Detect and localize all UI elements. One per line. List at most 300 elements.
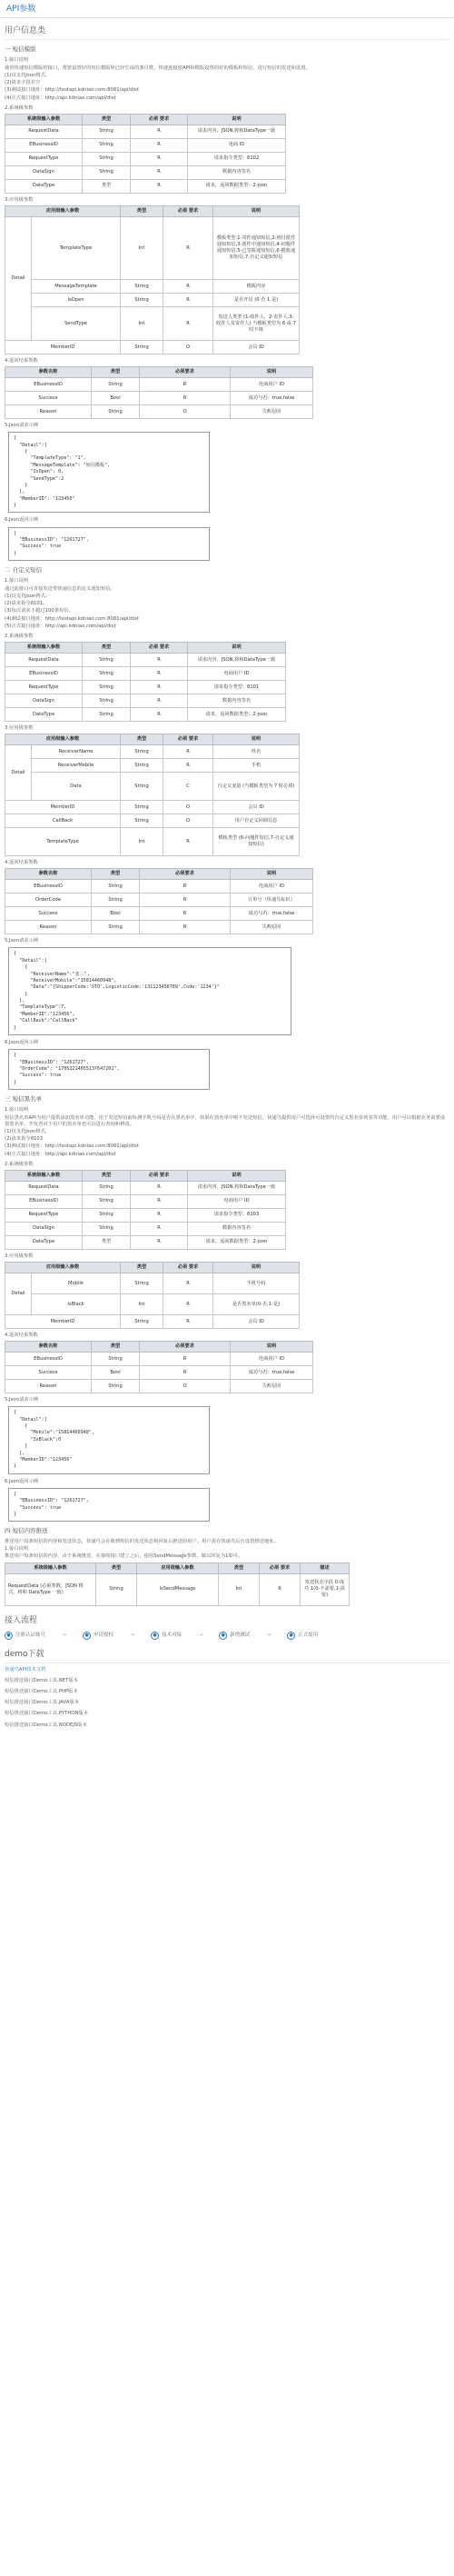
cell: R bbox=[131, 152, 188, 165]
table-row bbox=[5, 1194, 286, 1208]
cell: ReceiverMobile bbox=[32, 759, 121, 773]
intro-line: (1)仅支持Json格式, bbox=[5, 594, 47, 600]
demo-link[interactable]: 短信推送接口Demo工具.NODEJS版本 bbox=[5, 1722, 87, 1728]
flow-step bbox=[287, 1632, 318, 1640]
table-row bbox=[5, 307, 300, 341]
table-row bbox=[5, 814, 300, 828]
table-row bbox=[5, 681, 286, 694]
table-row bbox=[5, 1181, 286, 1194]
flow-step bbox=[83, 1632, 114, 1640]
cell: 请求，返回数据类型：2-json bbox=[188, 708, 286, 722]
cell: 模板内容 bbox=[213, 280, 300, 294]
col-header: 类型 bbox=[92, 367, 140, 378]
cell: String bbox=[83, 125, 131, 138]
return-params-table bbox=[5, 868, 313, 934]
table-row bbox=[5, 880, 313, 894]
col-header: 系统级输入参数 bbox=[5, 114, 83, 125]
cell: R bbox=[163, 294, 213, 307]
intro-line: (3)测试接口地址：http://testapi.kdniao.com:8081/api/dist bbox=[5, 1143, 139, 1150]
cell: C bbox=[163, 773, 213, 801]
cell: 失败原因 bbox=[231, 1380, 313, 1393]
code-icon: ● bbox=[151, 1632, 159, 1640]
cell: 请求内容，JSON,将和DataType一致 bbox=[188, 654, 286, 667]
col-header: 类型 bbox=[96, 1563, 137, 1573]
intro-line: (3)测试接口地址：http://testapi.kdniao.com:8081/api/dist bbox=[5, 87, 139, 94]
cell: R bbox=[163, 1273, 213, 1294]
cell: 失败原因 bbox=[231, 405, 313, 419]
col-header: 必须要求 bbox=[140, 869, 231, 880]
intro-line: (2)请求指令8103 bbox=[5, 1136, 44, 1143]
cell: R bbox=[140, 1353, 231, 1366]
test-icon: ● bbox=[219, 1632, 227, 1640]
cell: Bool bbox=[92, 392, 140, 405]
flow-step-label: 新增测试 bbox=[230, 1632, 251, 1638]
col-header: 说明 bbox=[231, 869, 313, 880]
col-header: 参数名称 bbox=[5, 367, 92, 378]
table-row bbox=[5, 341, 300, 354]
cell: 请求指令类型：8103 bbox=[188, 1208, 286, 1222]
cell: 会员 ID bbox=[213, 341, 300, 354]
cell: EBusinessID bbox=[5, 138, 83, 152]
cell: String bbox=[121, 294, 163, 307]
col-header: 参数名称 bbox=[5, 869, 92, 880]
cell: O bbox=[140, 1380, 231, 1393]
table-row bbox=[5, 694, 286, 708]
cell: 电商用户 ID bbox=[188, 667, 286, 681]
cell: DataSign bbox=[5, 1222, 83, 1235]
cell: Reason bbox=[5, 1380, 92, 1393]
label: 4.返回结果参数 bbox=[5, 1333, 38, 1339]
table-row bbox=[5, 654, 286, 667]
cell: R bbox=[163, 1315, 213, 1329]
table-row bbox=[5, 179, 286, 193]
cell: DataType bbox=[5, 1235, 83, 1249]
cell: R bbox=[140, 378, 231, 392]
cell: R bbox=[163, 1294, 213, 1315]
col-header: 类型 bbox=[121, 1263, 163, 1273]
section-sms-template bbox=[5, 45, 449, 561]
json-request-example: { "Detail":[ { "Mobile":"15814460948", "IsBlack":0 } ], "MemberID":"123456" } bbox=[8, 1406, 210, 1473]
label: 2.系统级参数 bbox=[5, 1161, 34, 1167]
table-row bbox=[5, 801, 300, 814]
cell: Success bbox=[5, 392, 92, 405]
cell: Success bbox=[5, 907, 92, 921]
cell: R bbox=[260, 1573, 301, 1605]
cell: EBusinessID bbox=[5, 378, 92, 392]
cell: String bbox=[83, 1208, 131, 1222]
col-header: 类型 bbox=[121, 206, 163, 217]
cell: 手机号码 bbox=[213, 1273, 300, 1294]
cell: RequestData bbox=[5, 1181, 83, 1194]
col-header: 类型 bbox=[83, 643, 131, 654]
cell: MemberID bbox=[5, 341, 121, 354]
cell: R bbox=[131, 179, 188, 193]
cell: CallBack bbox=[5, 814, 121, 828]
intro-line: 推送用户每条短信的内容和发送状态，快递鸟会在收到短信的发送状态和回复后推送给用户。用户需在快递鸟后台设置推送地址。 bbox=[5, 1539, 279, 1545]
section-sms-blacklist bbox=[5, 1095, 449, 1522]
cell: R bbox=[140, 907, 231, 921]
cell: R bbox=[163, 759, 213, 773]
table-row bbox=[5, 1573, 350, 1605]
intro-list bbox=[5, 1115, 449, 1158]
cell: MemberID bbox=[5, 1315, 121, 1329]
col-header: 必须 要求 bbox=[163, 734, 213, 745]
page-header-title: API参数 bbox=[0, 0, 454, 18]
cell: O bbox=[140, 405, 231, 419]
system-params-table bbox=[5, 114, 286, 194]
check-icon: ● bbox=[287, 1632, 295, 1640]
cell: O bbox=[163, 801, 213, 814]
cell: String bbox=[121, 759, 163, 773]
section-sms-push bbox=[5, 1527, 449, 1605]
table-row bbox=[5, 759, 300, 773]
demo-links bbox=[5, 1667, 449, 1729]
flow-step bbox=[151, 1632, 182, 1640]
group-cell: Detail bbox=[5, 745, 32, 801]
table-row bbox=[5, 907, 313, 921]
cell: 成功与否：true,false bbox=[231, 907, 313, 921]
table-row bbox=[5, 378, 313, 392]
col-header: 必须 要求 bbox=[260, 1563, 301, 1573]
table-row bbox=[5, 280, 300, 294]
label: 5.Json请求示例 bbox=[5, 1397, 39, 1403]
demo-link[interactable]: 短信推送接口Demo工具.NET版本 bbox=[5, 1678, 78, 1683]
label: 3.应用级参数 bbox=[5, 1253, 34, 1259]
cell: O bbox=[163, 814, 213, 828]
cell: 类型 bbox=[83, 179, 131, 193]
flow-step-label: 技术对接 bbox=[162, 1632, 183, 1638]
cell: String bbox=[83, 654, 131, 667]
table-row bbox=[5, 667, 286, 681]
cell: String bbox=[92, 894, 140, 907]
group-cell: Detail bbox=[5, 217, 32, 341]
col-header: 必须 要求 bbox=[131, 1170, 188, 1181]
cell: DataType bbox=[5, 179, 83, 193]
cell: 数据内容签名 bbox=[188, 1222, 286, 1235]
cell: DataType bbox=[5, 708, 83, 722]
table-row bbox=[5, 294, 300, 307]
col-header: 说明 bbox=[188, 114, 286, 125]
cell: Int bbox=[219, 1573, 260, 1605]
cell: 会员 ID bbox=[213, 1315, 300, 1329]
col-header: 参数名称 bbox=[5, 1342, 92, 1353]
table-row bbox=[5, 165, 286, 179]
cell: String bbox=[96, 1573, 137, 1605]
intro-line: 推送用户每条短信的内容，由于系统推送，在接收接口建立之后，使用SendMessage参数，做以回复为1即可。 bbox=[5, 1553, 243, 1560]
cell: 模板类型:1-寄件通知短信,2-到付派件通知短信,3-派件中通知短信,4-问题件通知短信,5-已签收通知短信,6-揽收通知短信,7-自定义通知短信 bbox=[213, 217, 300, 280]
col-header: 类型 bbox=[83, 1170, 131, 1181]
cell: R bbox=[131, 1208, 188, 1222]
cell: String bbox=[92, 378, 140, 392]
col-header: 系统级输入参数 bbox=[5, 1170, 83, 1181]
cell: String bbox=[121, 801, 163, 814]
table-row bbox=[5, 894, 313, 907]
intro-line: (4)正式接口地址：http://api.kdniao.com/api/dist bbox=[5, 95, 116, 101]
col-header: 类型 bbox=[219, 1563, 260, 1573]
flow-step-label: 正式使用 bbox=[298, 1632, 319, 1638]
label: 4.返回结果参数 bbox=[5, 860, 38, 866]
intro-line: (2)请求指令8101, bbox=[5, 601, 44, 607]
intro-line: (3)每次请求不超过100条短信。 bbox=[5, 608, 74, 614]
cell: String bbox=[83, 1194, 131, 1208]
cell: Int bbox=[121, 217, 163, 280]
access-flow bbox=[5, 1632, 449, 1640]
intro-line: (1)仅支持Json格式, bbox=[5, 1129, 47, 1135]
col-header: 说明 bbox=[188, 1170, 286, 1181]
cell: R bbox=[131, 1235, 188, 1249]
intro-line: (4)正式接口地址：http://api.kdniao.com/api/dist bbox=[5, 1151, 116, 1157]
table-row bbox=[5, 828, 300, 856]
cell: IsSendMessage bbox=[137, 1573, 219, 1605]
cell: 发送状态字段 0-成功 1(0-不需要,1-需要) bbox=[301, 1573, 350, 1605]
table-row bbox=[5, 217, 300, 280]
cell: 失败原因 bbox=[231, 921, 313, 934]
label: 4.返回结果参数 bbox=[5, 358, 38, 364]
cell: Bool bbox=[92, 907, 140, 921]
cell: EBusinessID bbox=[5, 880, 92, 894]
cell: R bbox=[163, 280, 213, 294]
cell: String bbox=[83, 138, 131, 152]
key-icon: ● bbox=[83, 1632, 91, 1640]
col-header: 必须 要求 bbox=[163, 206, 213, 217]
cell: 电商用户 ID bbox=[231, 1353, 313, 1366]
table-row bbox=[5, 1315, 300, 1329]
return-params-table bbox=[5, 366, 313, 419]
demo-link[interactable]: 短信推送接口Demo工具.JAVA版本 bbox=[5, 1700, 80, 1706]
cell: 请求指令类型：8102 bbox=[188, 152, 286, 165]
arrow-right-icon: → bbox=[62, 1632, 67, 1639]
cell: 是否开启 (0 否 1 是) bbox=[213, 294, 300, 307]
col-header: 必须 要求 bbox=[163, 1263, 213, 1273]
cell: String bbox=[121, 1273, 163, 1294]
cell: 自定义变量 (当模板类型为 7 时必填) bbox=[213, 773, 300, 801]
cell: String bbox=[83, 1181, 131, 1194]
intro-line: 1.接口说明 bbox=[5, 1546, 29, 1553]
cell: DataSign bbox=[5, 694, 83, 708]
table-row bbox=[5, 1208, 286, 1222]
app-params-table bbox=[5, 205, 300, 354]
cell: 数据内容签名 bbox=[188, 165, 286, 179]
cell: 姓名 bbox=[213, 745, 300, 759]
col-header: 类型 bbox=[92, 1342, 140, 1353]
col-header: 必须 要求 bbox=[131, 643, 188, 654]
subsection-title: 二 自定义短信 bbox=[5, 566, 43, 574]
label: 2.系统级参数 bbox=[5, 105, 34, 111]
table-row bbox=[5, 1222, 286, 1235]
cell: EBusinessID bbox=[5, 1353, 92, 1366]
cell: R bbox=[131, 1194, 188, 1208]
col-header: 应用级输入参数 bbox=[5, 1263, 121, 1273]
table-row bbox=[5, 708, 286, 722]
cell: ReceiverName bbox=[32, 745, 121, 759]
flow-step-label: 注册认证账号 bbox=[15, 1632, 46, 1638]
col-header: 应用级输入参数 bbox=[5, 734, 121, 745]
json-request-example: { "Detail":[ { "TemplateType": "1", "MessageTemplate": "短信模板", "IsOpen": 0, "SendType":2 } ], "MemberID": "123456" } bbox=[8, 432, 210, 513]
cell: MemberID bbox=[5, 801, 121, 814]
table-row bbox=[5, 405, 313, 419]
flow-step-label: 申请授权 bbox=[94, 1632, 114, 1638]
intro-list bbox=[5, 586, 449, 630]
system-params-table bbox=[5, 1170, 286, 1250]
cell: 电商 ID bbox=[188, 138, 286, 152]
cell: R bbox=[163, 307, 213, 341]
user-icon: ● bbox=[5, 1632, 13, 1640]
demo-title: demo下载 bbox=[5, 1649, 449, 1663]
label: 6.Json返回示例 bbox=[5, 1478, 39, 1484]
intro-line: (4)测试接口地址：http://testapi.kdniao.com:8081/api/dist bbox=[5, 615, 139, 622]
cell: R bbox=[163, 217, 213, 280]
json-response-example: { "EBusinessID": "1261727", "Success": true } bbox=[8, 1488, 210, 1523]
table-row bbox=[5, 745, 300, 759]
cell: R bbox=[131, 654, 188, 667]
cell: String bbox=[83, 1222, 131, 1235]
col-header: 必须要求 bbox=[140, 1342, 231, 1353]
cell: R bbox=[140, 1366, 231, 1380]
section-custom-sms bbox=[5, 566, 449, 1090]
demo-link[interactable]: 短信推送接口Demo工具.PYTHON版本 bbox=[5, 1711, 89, 1717]
cell: O bbox=[163, 341, 213, 354]
intro-line: (2)请求字段非空 bbox=[5, 80, 41, 86]
cell: MessageTemplate bbox=[32, 280, 121, 294]
col-header: 类型 bbox=[83, 114, 131, 125]
col-header: 应用级输入参数 bbox=[137, 1563, 219, 1573]
cell: RequestType bbox=[5, 1208, 83, 1222]
app-params-table bbox=[5, 734, 300, 856]
cell: Int bbox=[121, 828, 163, 856]
col-header: 说明 bbox=[231, 367, 313, 378]
cell: R bbox=[140, 880, 231, 894]
cell: Bool bbox=[92, 1366, 140, 1380]
table-row bbox=[5, 1235, 286, 1249]
intro-line: (5)正式接口地址：http://api.kdniao.com/api/dist bbox=[5, 623, 116, 629]
cell: Data bbox=[32, 773, 121, 801]
intro-line: 通过此接口可直接发送带快递信息的定义通知短信。 bbox=[5, 586, 115, 593]
intro-list bbox=[5, 65, 449, 102]
arrow-right-icon: → bbox=[266, 1632, 271, 1639]
cell: R bbox=[163, 745, 213, 759]
cell: Int bbox=[121, 307, 163, 341]
label: 3.应用级参数 bbox=[5, 196, 34, 203]
cell: String bbox=[83, 708, 131, 722]
cell: SendType bbox=[32, 307, 121, 341]
intro-line: (1)仅支持Json格式, bbox=[5, 73, 47, 79]
table-row bbox=[5, 152, 286, 165]
table-row bbox=[5, 392, 313, 405]
col-header: 系统级输入参数 bbox=[5, 1563, 96, 1573]
cell: String bbox=[121, 814, 163, 828]
json-request-example: { "Detail":[ { "ReceiverName":"张三", "ReceiverMobile":"15814460948", "Data":"{ShipperCode:'STO',LogisticCode:'131123456789',Code:'1234'}" } ], "TemplateType":7, "MemberID":"123456", "CallBack":"CallBack" } bbox=[8, 947, 291, 1035]
cell: String bbox=[92, 1380, 140, 1393]
cell: R bbox=[131, 138, 188, 152]
col-header: 说明 bbox=[213, 734, 300, 745]
cell: R bbox=[131, 125, 188, 138]
table-row bbox=[5, 1380, 313, 1393]
cell: R bbox=[131, 694, 188, 708]
cell: RequestData bbox=[5, 125, 83, 138]
cell: 是否黑名单(0-否,1-是) bbox=[213, 1294, 300, 1315]
cell: R bbox=[140, 894, 231, 907]
cell: 发送人类型 (1-收件人，2-寄件人,3-收件人及寄件人) 当模板类型为 6 或 7 时不填 bbox=[213, 307, 300, 341]
col-header: 说明 bbox=[231, 1342, 313, 1353]
cell: R bbox=[131, 1222, 188, 1235]
group-cell: Detail bbox=[5, 1273, 32, 1315]
cell: R bbox=[131, 165, 188, 179]
cell: R bbox=[131, 681, 188, 694]
cell: TemplateType bbox=[32, 217, 121, 280]
cell: 成功与否：true,false bbox=[231, 1366, 313, 1380]
cell: 电商用户 ID bbox=[188, 1194, 286, 1208]
label: 2.系统级参数 bbox=[5, 633, 34, 639]
table-row bbox=[5, 1353, 313, 1366]
cell: 会员 ID bbox=[213, 801, 300, 814]
label: 6.Json返回示例 bbox=[5, 517, 39, 524]
table-row bbox=[5, 921, 313, 934]
cell: 请求内容，JSON,将和DataType一致 bbox=[188, 125, 286, 138]
table-row bbox=[5, 1294, 300, 1315]
label: 3.应用级参数 bbox=[5, 725, 34, 732]
col-header: 类型 bbox=[121, 734, 163, 745]
cell: RequestData bbox=[5, 654, 83, 667]
cell: OrderCode bbox=[5, 894, 92, 907]
cell: R bbox=[131, 667, 188, 681]
system-params-table bbox=[5, 642, 286, 722]
cell: 用户自定义回调信息 bbox=[213, 814, 300, 828]
col-header: 类型 bbox=[92, 869, 140, 880]
cell: DataSign bbox=[5, 165, 83, 179]
cell: R bbox=[131, 1181, 188, 1194]
subsection-title: 四 短信内容推送 bbox=[5, 1527, 48, 1535]
col-header: 说明 bbox=[213, 206, 300, 217]
flow-title: 接入流程 bbox=[5, 1615, 38, 1625]
table-row bbox=[5, 1273, 300, 1294]
return-params-table bbox=[5, 1341, 313, 1393]
cell: String bbox=[121, 341, 163, 354]
table-row bbox=[5, 773, 300, 801]
intro-line: 短信黑名单API为用户提供添加黑名单功能，用于发送短信前检测手机号码是否在黑名单中，如果在黑名单中则不发送短信，快递鸟提供用户可选择可设置的自定义黑名单列表等功能，用户可以根据业务需要设置黑名单，开发者对于用户的黑名单也可以进行查询和修改。 bbox=[5, 1114, 446, 1128]
cell: 订单号（快递鸟标识） bbox=[231, 894, 313, 907]
table-row bbox=[5, 1366, 313, 1380]
cell: String bbox=[92, 921, 140, 934]
col-header: 说明 bbox=[213, 1263, 300, 1273]
demo-link-doc[interactable]: 快递鸟API技术文档 bbox=[5, 1666, 46, 1672]
label: 1.接口说明 bbox=[5, 56, 29, 63]
cell: Int bbox=[121, 1294, 163, 1315]
cell: String bbox=[83, 152, 131, 165]
cell: String bbox=[121, 280, 163, 294]
cell: String bbox=[83, 165, 131, 179]
cell: 模板类型 (6-问题件短信,7-自定义通知短信) bbox=[213, 828, 300, 856]
app-params-table bbox=[5, 1262, 300, 1329]
col-header: 描述 bbox=[301, 1563, 350, 1573]
label: 5.Json请求示例 bbox=[5, 423, 39, 429]
label: 1.接口说明 bbox=[5, 1106, 29, 1113]
cell: String bbox=[121, 773, 163, 801]
cell: String bbox=[83, 667, 131, 681]
cell: Reason bbox=[5, 921, 92, 934]
cell: R bbox=[140, 921, 231, 934]
section-title: 用户信息类 bbox=[5, 25, 449, 40]
col-header: 必须 要求 bbox=[131, 114, 188, 125]
cell: RequestType bbox=[5, 152, 83, 165]
cell: EBusinessID bbox=[5, 667, 83, 681]
flow-step bbox=[219, 1632, 250, 1640]
col-header: 说明 bbox=[188, 643, 286, 654]
subsection-title: 一 短信模版 bbox=[5, 45, 36, 54]
demo-link[interactable]: 短信推送接口Demo工具.PHP版本 bbox=[5, 1689, 78, 1695]
cell: RequestData (必须参数，JSON 格式，将和 DataType 一致) bbox=[5, 1573, 96, 1605]
cell: 请求内容，JSON,将和DataType一致 bbox=[188, 1181, 286, 1194]
flow-step bbox=[5, 1632, 45, 1640]
